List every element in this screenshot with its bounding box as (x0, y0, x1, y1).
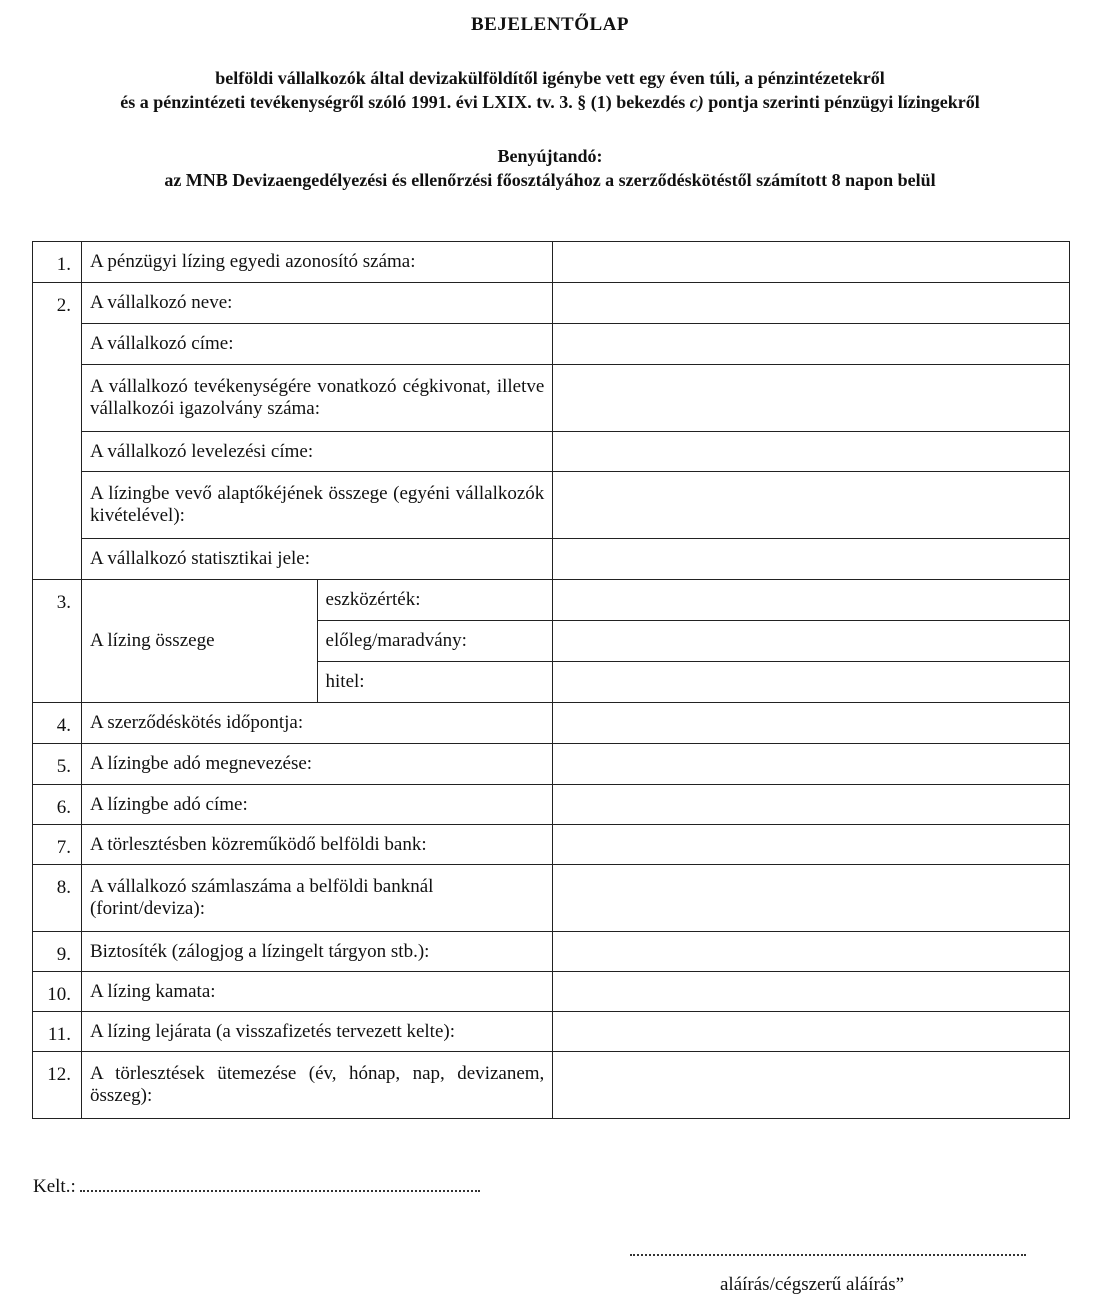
form-title: BEJELENTŐLAP (470, 14, 630, 35)
sub-label: előleg/maradvány: (317, 621, 553, 662)
subtitle-line-2 (0, 90, 1100, 114)
value-field[interactable] (553, 972, 1070, 1012)
sub-label: eszközérték: (317, 580, 553, 621)
value-field[interactable] (553, 744, 1070, 785)
submission-label: Benyújtandó: (497, 146, 603, 166)
row-number: 5. (33, 744, 82, 785)
row-number: 2. (33, 283, 82, 580)
value-field[interactable] (553, 785, 1070, 825)
submission-note (0, 144, 1100, 192)
table-row (33, 932, 1070, 972)
row-label: A vállalkozó statisztikai jele: (81, 539, 552, 580)
table-row (33, 472, 1070, 539)
table-row (33, 703, 1070, 744)
row-label: A lízing összege (81, 580, 317, 703)
signature-label: aláírás/cégszerű aláírás” (720, 1274, 905, 1295)
value-field[interactable] (553, 242, 1070, 283)
subtitle-line-2-b: pontja szerinti pénzügyi lízingekről (703, 92, 980, 112)
table-row (33, 785, 1070, 825)
value-field[interactable] (553, 365, 1070, 432)
row-number: 9. (33, 932, 82, 972)
row-label: A törlesztésben közreműködő belföldi bank: (81, 825, 552, 865)
form-subtitle (0, 66, 1100, 114)
table-row (33, 1052, 1070, 1119)
row-label: A lízingbe vevő alaptőkéjének összege (egyéni vállalkozók kivételével): (81, 472, 552, 539)
row-label: A vállalkozó neve: (81, 283, 552, 324)
value-field[interactable] (553, 580, 1070, 621)
signature-field[interactable] (630, 1254, 1026, 1256)
value-field[interactable] (553, 1012, 1070, 1052)
row-label: A szerződéskötés időpontja: (81, 703, 552, 744)
row-number: 11. (33, 1012, 82, 1052)
value-field[interactable] (553, 932, 1070, 972)
submission-text: az MNB Devizaengedélyezési és ellenőrzési főosztályához a szerződéskötéstől számított 8 napon belül (164, 170, 936, 190)
row-label: A vállalkozó címe: (81, 324, 552, 365)
value-field[interactable] (553, 324, 1070, 365)
form-table (32, 241, 1070, 1119)
date-field[interactable] (80, 1176, 480, 1192)
value-field[interactable] (553, 1052, 1070, 1119)
value-field[interactable] (553, 283, 1070, 324)
row-label: A lízing lejárata (a visszafizetés tervezett kelte): (81, 1012, 552, 1052)
date-line (33, 1176, 480, 1198)
value-field[interactable] (553, 539, 1070, 580)
subtitle-line-2-italic: c) (689, 92, 704, 112)
row-label: A vállalkozó tevékenységére vonatkozó cégkivonat, illetve vállalkozói igazolvány száma: (81, 365, 552, 432)
value-field[interactable] (553, 865, 1070, 932)
row-number: 10. (33, 972, 82, 1012)
value-field[interactable] (553, 432, 1070, 472)
value-field[interactable] (553, 662, 1070, 703)
value-field[interactable] (553, 825, 1070, 865)
row-label: A vállalkozó számlaszáma a belföldi banknál (forint/deviza): (81, 865, 552, 932)
table-row (33, 283, 1070, 324)
row-number: 1. (33, 242, 82, 283)
table-row (33, 580, 1070, 621)
row-label: A lízingbe adó címe: (81, 785, 552, 825)
kelt-label: Kelt.: (33, 1176, 76, 1197)
table-row (33, 324, 1070, 365)
table-row (33, 865, 1070, 932)
row-number: 4. (33, 703, 82, 744)
table-row (33, 825, 1070, 865)
subtitle-line-2-a: és a pénzintézeti tevékenységről szóló 1991. évi LXIX. tv. 3. § (1) bekezdés (120, 92, 690, 112)
table-row (33, 365, 1070, 432)
row-label: A lízing kamata: (81, 972, 552, 1012)
sub-label: hitel: (317, 662, 553, 703)
row-number: 12. (33, 1052, 82, 1119)
table-row (33, 242, 1070, 283)
row-label: A vállalkozó levelezési címe: (81, 432, 552, 472)
table-row (33, 972, 1070, 1012)
row-label: A törlesztések ütemezése (év, hónap, nap, devizanem, összeg): (81, 1052, 552, 1119)
value-field[interactable] (553, 621, 1070, 662)
table-row (33, 539, 1070, 580)
row-label: A lízingbe adó megnevezése: (81, 744, 552, 785)
row-number: 6. (33, 785, 82, 825)
row-number: 7. (33, 825, 82, 865)
row-number: 3. (33, 580, 82, 703)
value-field[interactable] (553, 472, 1070, 539)
row-label: Biztosíték (zálogjog a lízingelt tárgyon stb.): (81, 932, 552, 972)
subtitle-line-1: belföldi vállalkozók által devizakülföldítől igénybe vett egy éven túli, a pénzintézetekről (215, 68, 885, 88)
table-row (33, 1012, 1070, 1052)
table-row (33, 744, 1070, 785)
value-field[interactable] (553, 703, 1070, 744)
row-label: A pénzügyi lízing egyedi azonosító száma: (81, 242, 552, 283)
row-number: 8. (33, 865, 82, 932)
table-row (33, 432, 1070, 472)
